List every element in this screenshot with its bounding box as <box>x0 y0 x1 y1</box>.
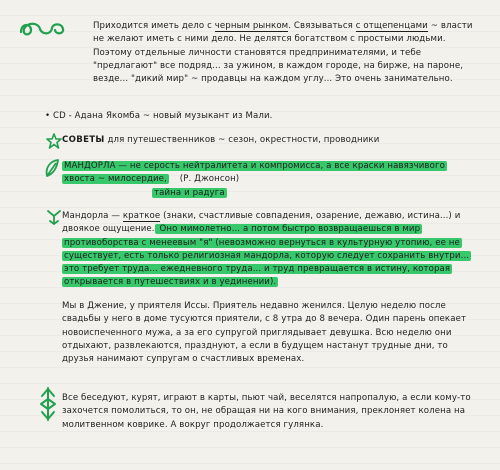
paragraph-djenne: Мы в Джение, у приятеля Иссы. Приятель недавно женился. Целую неделю после свадьбы у него в доме тусуются приятели, с 8 утра до 8 вечера. Один парень опекает новоиспеченного мужа, а за его супругой приглядывает девушка. Всю неделю они отдыхают, развлекаются, празднуют, а если в будущем настанут трудные дни, то друзья нанимают супругам о счастливых временах. <box>62 301 467 365</box>
advice-title: СОВЕТЫ <box>62 135 105 145</box>
paragraph-black-market <box>93 20 473 86</box>
mandorla-definition <box>62 160 462 200</box>
advice-subtitle: для путешественников ~ сезон, окрестности, проводники <box>104 135 380 145</box>
leaf-ornament-icon-2 <box>46 208 62 226</box>
p1-text-mid: . Связываться <box>288 21 356 31</box>
mandorla-credit: (Р. Джонсон) <box>179 174 240 185</box>
mandorla-explanation <box>62 210 472 290</box>
star-ornament-icon <box>46 133 62 149</box>
mandorla2-lead: Мандорла — <box>62 211 123 221</box>
diamond-ornament-icon <box>38 386 58 422</box>
advice-heading <box>62 134 482 147</box>
mandorla2-underline-brief: краткое <box>122 211 161 221</box>
paragraph-gathering: Все беседуют, курят, играют в карты, пьют чай, веселятся напропалую, а если кому-то захочется помолиться, то он, не обращая ни на кого внимания, преклоняет колена на молитвенном коврике. А вокруг продолжается гулянка. <box>62 393 471 430</box>
mandorla2-mid: (знаки, счастливые совпадения, озарение, дежавю, истина...) и двоякое ощущение. <box>62 211 461 235</box>
p1-text-start: Приходится иметь дело с <box>93 21 215 31</box>
mandorla2-highlight: Оно мимолетно... а потом быстро возвращаешься в мир противоборства с менеевым "я" (невозможно вернуться в культурную утопию, ее не существует, есть только религиозная мандорла, которую следует сохранить внутри... это требует труда... ежедневного труда... и труд превращается в истину, которая открывается в путешествиях и в уединении). <box>64 224 470 288</box>
cd-note: • CD - Адана Якомба ~ новый музыкант из Мали. <box>45 111 273 121</box>
p1-text-rest: ~ власти не желают иметь с ними дело. Не делятся богатством с простыми людьми. Поэтому отдельные личности становятся предпринимателями, и тебе "предлагают" все подряд... за ужином, в каждом городе, на бирже, на пароне, везде... "дикий мир" ~ продавцы на каждом углу... Это очень занимательно. <box>93 21 473 85</box>
ornament-squiggle-icon <box>18 20 68 38</box>
p1-underline-outcasts: с отщепенцами <box>355 21 428 31</box>
mandorla-highlight-line3: тайна и радуга <box>154 187 225 198</box>
p1-underline-black-market: черным рынком <box>214 21 289 31</box>
leaf-ornament-icon <box>44 158 60 178</box>
mandorla-highlight: МАНДОРЛА — не серость нейтралитета и компромисса, а все краски навязчивого хвоста ~ милосердие, <box>64 161 445 185</box>
